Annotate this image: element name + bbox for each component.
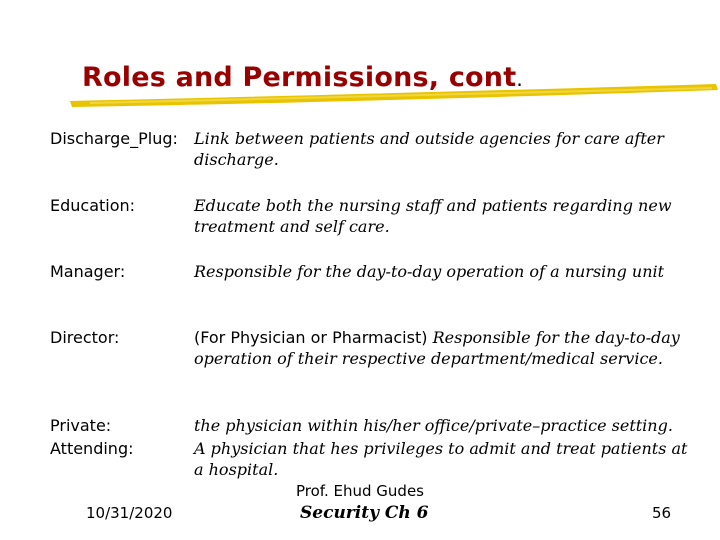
slide-title-period: . xyxy=(516,67,523,91)
role-definition: Responsible for the day-to-day operation of a nursing unit xyxy=(194,262,665,281)
footer-course: Security Ch 6 xyxy=(300,503,429,523)
role-term: Attending: xyxy=(50,439,134,458)
role-definition-text: Responsible for the day-to-day operation of their respective department/medical service. xyxy=(194,328,680,368)
role-definition: A physician that hes privileges to admit and treat patients at a hospital. xyxy=(194,439,688,479)
footer-date: 10/31/2020 xyxy=(86,504,173,522)
role-definition: Educate both the nursing staff and patients regarding new treatment and self care. xyxy=(194,196,672,236)
role-definition xyxy=(194,327,694,369)
role-term: Education: xyxy=(50,196,136,215)
role-term: Discharge_Plug: xyxy=(50,129,178,148)
role-term: Private: xyxy=(50,416,112,435)
title-underline-brushstroke xyxy=(0,0,720,130)
footer-author: Prof. Ehud Gudes xyxy=(296,482,424,500)
role-definition: the physician within his/her office/private–practice setting. xyxy=(194,416,673,435)
role-term: Manager: xyxy=(50,262,126,281)
role-definition: Link between patients and outside agencies for care after discharge. xyxy=(194,129,664,169)
slide-title-text: Roles and Permissions, cont xyxy=(82,62,517,93)
role-term: Director: xyxy=(50,328,120,347)
footer-page-number: 56 xyxy=(652,504,672,522)
role-definition-prefix: (For Physician or Pharmacist) xyxy=(194,328,428,347)
